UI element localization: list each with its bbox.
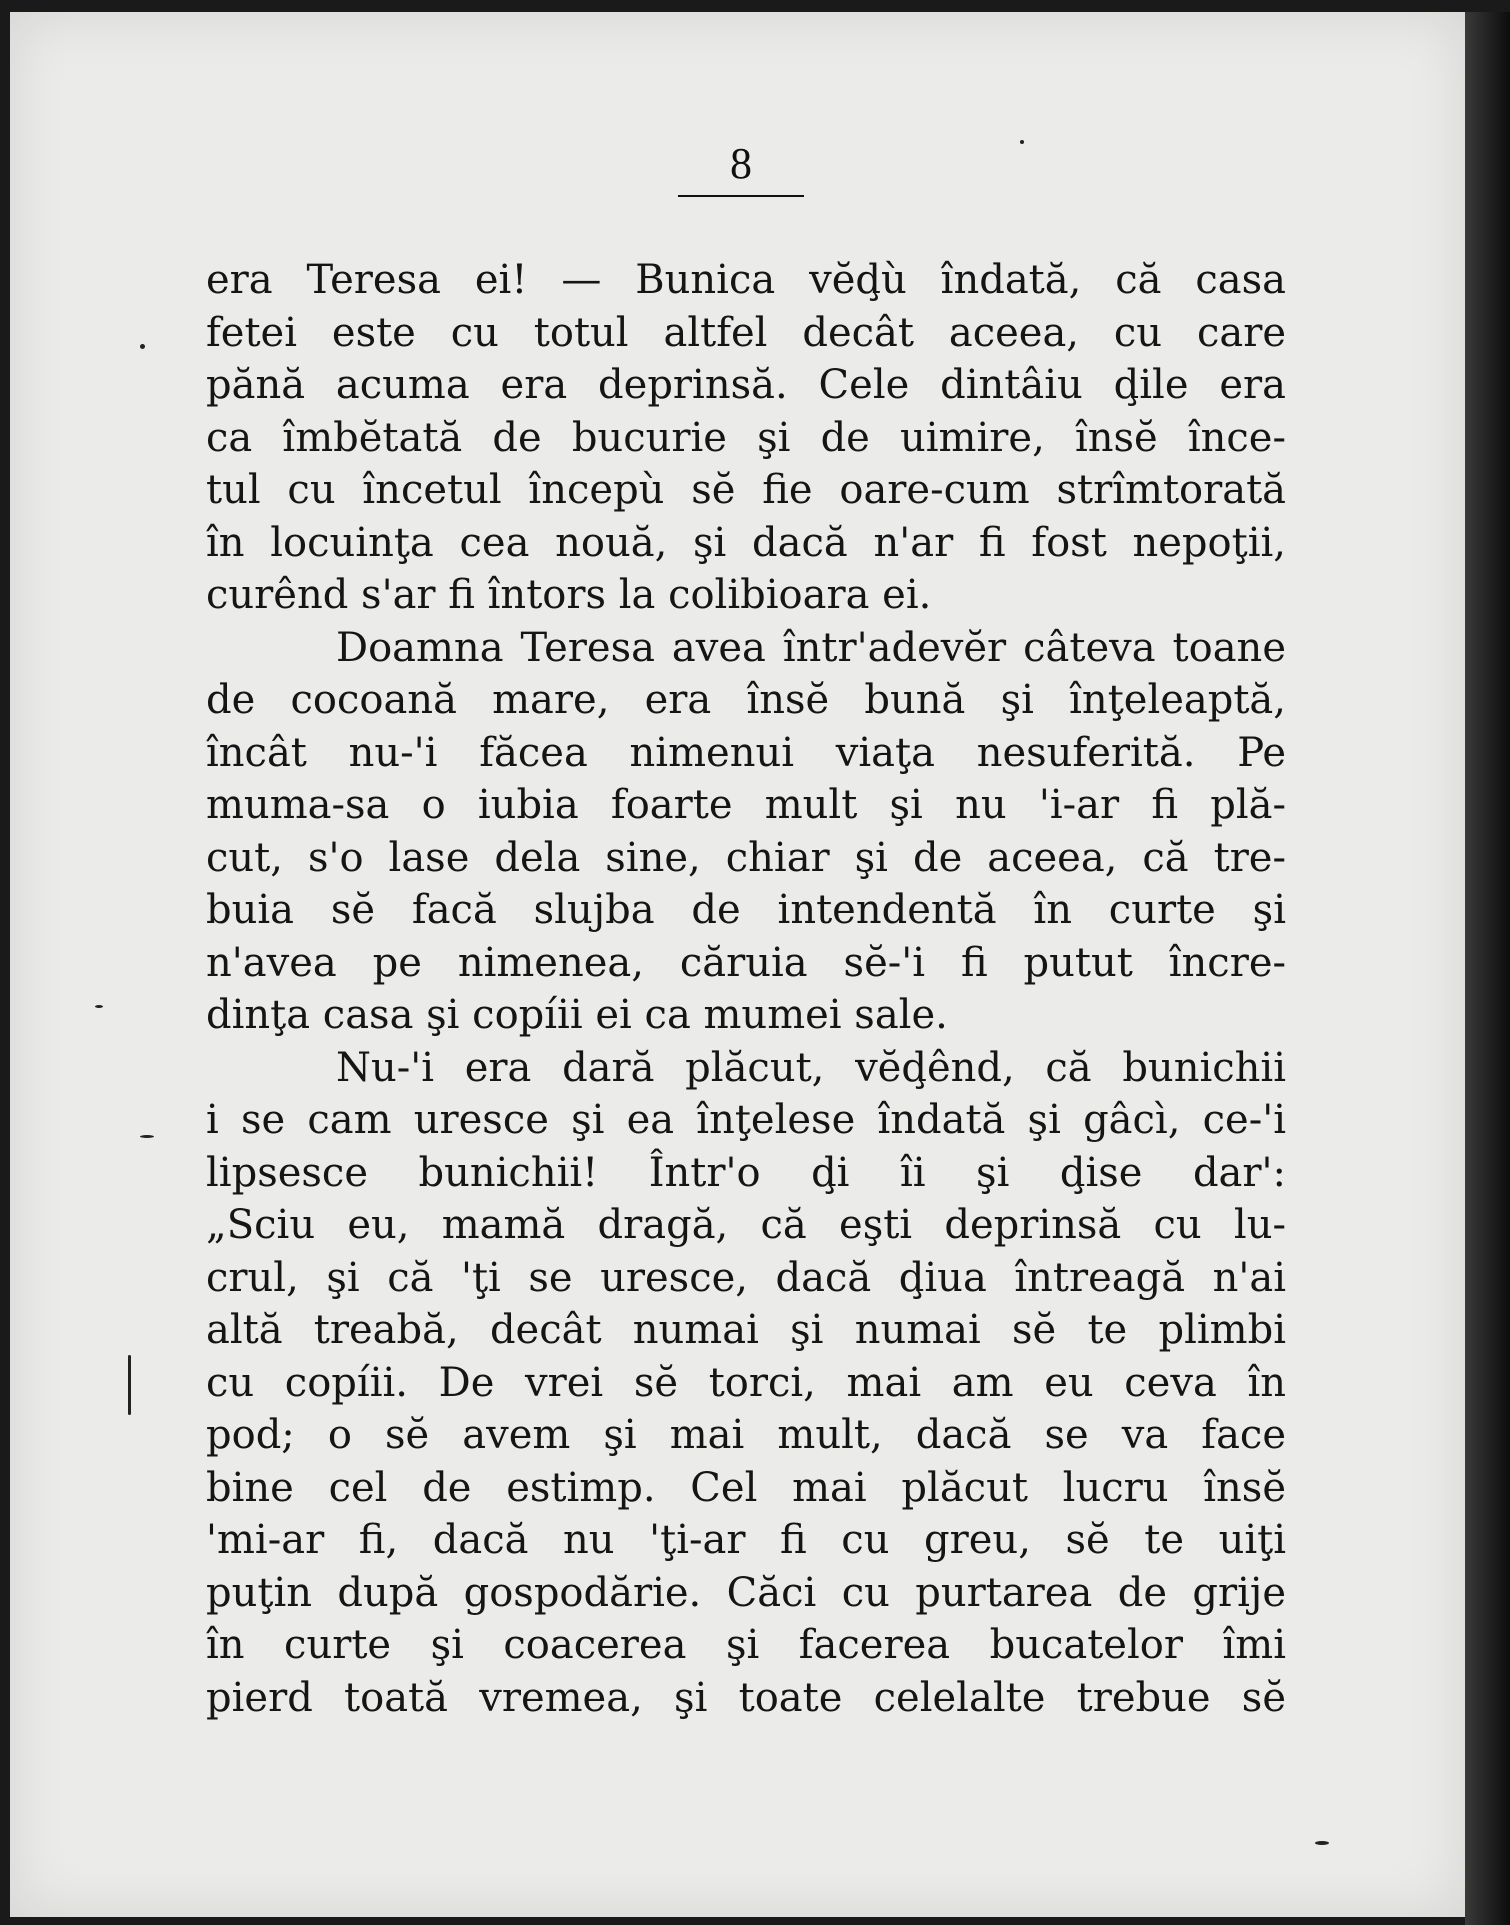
text-line: curênd s'ar fi întors la colibioara ei.	[206, 572, 932, 618]
text-line: era Teresa ei! — Bunica vĕḑù îndată, că casa	[206, 257, 1286, 303]
scan-speck	[128, 1355, 131, 1415]
text-line: buia sĕ facă slujba de intendentă în curte şi	[206, 887, 1286, 933]
text-line: crul, şi că 'ţi se uresce, dacă ḑiua întreagă n'ai	[206, 1254, 1286, 1301]
text-line: încât nu-'i făcea nimenui viaţa nesuferită. Pe	[206, 729, 1286, 776]
text-line: Doamna Teresa avea într'adevĕr câteva toane	[336, 624, 1286, 671]
text-line: pod; o sĕ avem şi mai mult, dacă se va face	[206, 1412, 1286, 1458]
text-line: i se cam uresce şi ea înţelese îndată şi gâcì, ce-'i	[206, 1097, 1286, 1143]
text-line: dinţa casa şi copíii ei ca mumei sale.	[206, 992, 948, 1038]
text-line: în curte şi coacerea şi facerea bucatelor îmi	[206, 1622, 1286, 1668]
text-line: lipsesce bunichii! Într'o ḑi îi şi ḑise dar':	[206, 1149, 1286, 1196]
text-line: în locuinţa cea nouă, şi dacă n'ar fi fost nepoţii,	[206, 519, 1286, 566]
page-number: 8	[730, 139, 752, 188]
scan-speck	[140, 1135, 154, 1138]
text-line: Nu-'i era dară plăcut, vĕḑênd, că bunichii	[336, 1044, 1286, 1091]
scan-speck	[1020, 140, 1024, 144]
text-line: n'avea pe nimenea, căruia sĕ-'i fi putut încre-	[206, 939, 1286, 986]
text-line: de cocoană mare, era însĕ bună şi înţeleaptă,	[206, 677, 1286, 723]
text-line: puţin după gospodărie. Căci cu purtarea de grije	[206, 1569, 1286, 1616]
text-line: cut, s'o lase dela sine, chiar şi de aceea, că tre-	[206, 834, 1286, 881]
scan-speck	[140, 344, 145, 349]
scan-speck	[95, 1005, 103, 1008]
text-line: tul cu încetul începù sĕ fie oare-cum strîmtorată	[206, 467, 1286, 513]
text-line: pănă acuma era deprinsă. Cele dintâiu ḑile era	[206, 362, 1286, 408]
page-number-rule	[678, 195, 804, 197]
text-line: altă treabă, decât numai şi numai sĕ te plimbi	[206, 1307, 1286, 1353]
text-line: pierd toată vremea, şi toate celelalte trebue sĕ	[206, 1674, 1286, 1721]
text-line: 'mi-ar fi, dacă nu 'ţi-ar fi cu greu, sĕ te uiţi	[206, 1517, 1286, 1563]
body-text	[206, 254, 1286, 1724]
text-line: ca îmbĕtată de bucurie şi de uimire, însĕ înce-	[206, 414, 1286, 461]
text-line: fetei este cu totul altfel decât aceea, cu care	[206, 309, 1286, 356]
text-line: cu copíii. De vrei sĕ torci, mai am eu ceva în	[206, 1359, 1286, 1406]
text-line: muma-sa o iubia foarte mult şi nu 'i-ar fi plă-	[206, 782, 1286, 828]
text-line: „Sciu eu, mamă dragă, că eşti deprinsă cu lu-	[206, 1202, 1286, 1248]
scan-speck	[1315, 1841, 1329, 1845]
page-edge-shadow	[1465, 12, 1510, 1925]
text-line: bine cel de estimp. Cel mai plăcut lucru însĕ	[206, 1464, 1286, 1511]
